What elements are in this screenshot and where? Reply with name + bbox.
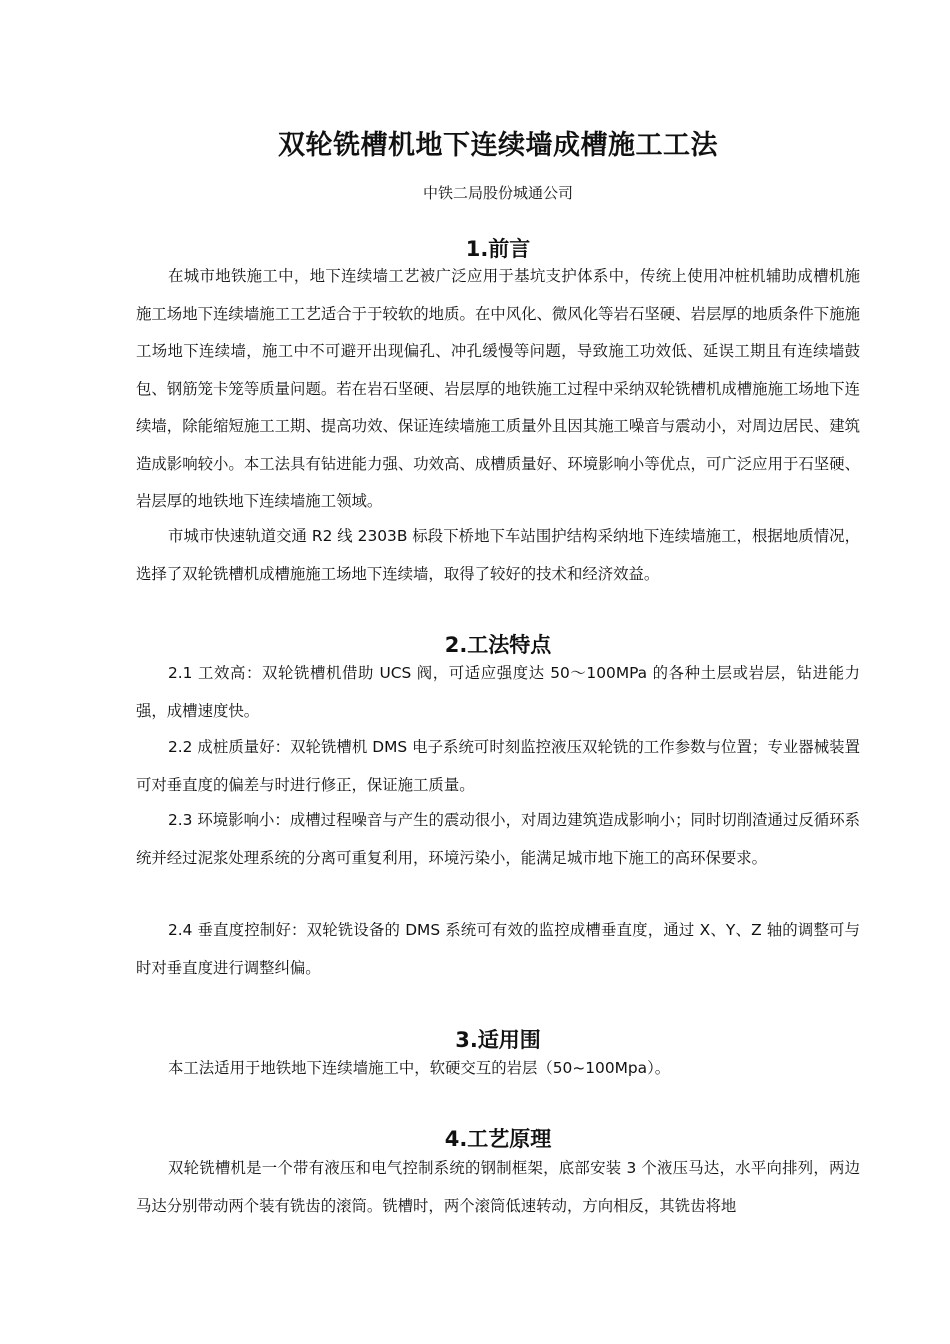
paragraph: 双轮铣槽机是一个带有液压和电气控制系统的钢制框架，底部安装 3 个液压马达，水平向排列，两边马达分别带动两个装有铣齿的滚筒。铣槽时，两个滚筒低速转动，方向相反，其铣齿将地 [136,1159,860,1215]
paragraph: 2.1 工效高：双轮铣槽机借助 UCS 阀，可适应强度达 50～100MPa 的各种土层或岩层，钻进能力强，成槽速度快。 [136,664,860,720]
paragraph: 在城市地铁施工中，地下连续墙工艺被广泛应用于基坑支护体系中，传统上使用冲桩机辅助成槽机施施工场地下连续墙施工工艺适合于于较软的地质。在中风化、微风化等岩石坚硬、岩层厚的地质条件下施施工场地下连续墙，施工中不可避开出现偏孔、冲孔缓慢等问题，导致施工功效低、延误工期且有连续墙鼓包、钢筋笼卡笼等质量问题。若在岩石坚硬、岩层厚的地铁施工过程中采纳双轮铣槽机成槽施施工场地下连续墙，除能缩短施工工期、提高功效、保证连续墙施工质量外且因其施工噪音与震动小，对周边居民、建筑造成影响较小。本工法具有钻进能力强、功效高、成槽质量好、环境影响小等优点，可广泛应用于石坚硬、岩层厚的地铁地下连续墙施工领域。 [136,267,860,510]
paragraph: 2.3 环境影响小：成槽过程噪音与产生的震动很小，对周边建筑造成影响小；同时切削渣通过反循环系统并经过泥浆处理系统的分离可重复利用，环境污染小，能满足城市地下施工的高环保要求。 [136,811,860,867]
paragraph: 本工法适用于地铁地下连续墙施工中，软硬交互的岩层（50~100Mpa）。 [168,1059,671,1077]
section-heading-principle: 4.工艺原理 [444,1127,552,1151]
section-heading-scope: 3.适用围 [455,1028,541,1052]
document-author: 中铁二局股份城通公司 [422,184,573,202]
paragraph: 2.4 垂直度控制好：双轮铣设备的 DMS 系统可有效的监控成槽垂直度，通过 X、Y、Z 轴的调整可与时对垂直度进行调整纠偏。 [136,921,860,977]
paragraph: 市城市快速轨道交通 R2 线 2303B 标段下桥地下车站围护结构采纳地下连续墙施工，根据地质情况，选择了双轮铣槽机成槽施施工场地下连续墙，取得了较好的技术和经济效益。 [136,527,860,583]
paragraph: 2.2 成桩质量好：双轮铣槽机 DMS 电子系统可时刻监控液压双轮铣的工作参数与位置；专业器械装置可对垂直度的偏差与时进行修正，保证施工质量。 [136,738,860,794]
document-title: 双轮铣槽机地下连续墙成槽施工工法 [278,130,718,161]
section-heading-features: 2.工法特点 [444,633,552,657]
section-heading-preface: 1.前言 [465,237,531,261]
